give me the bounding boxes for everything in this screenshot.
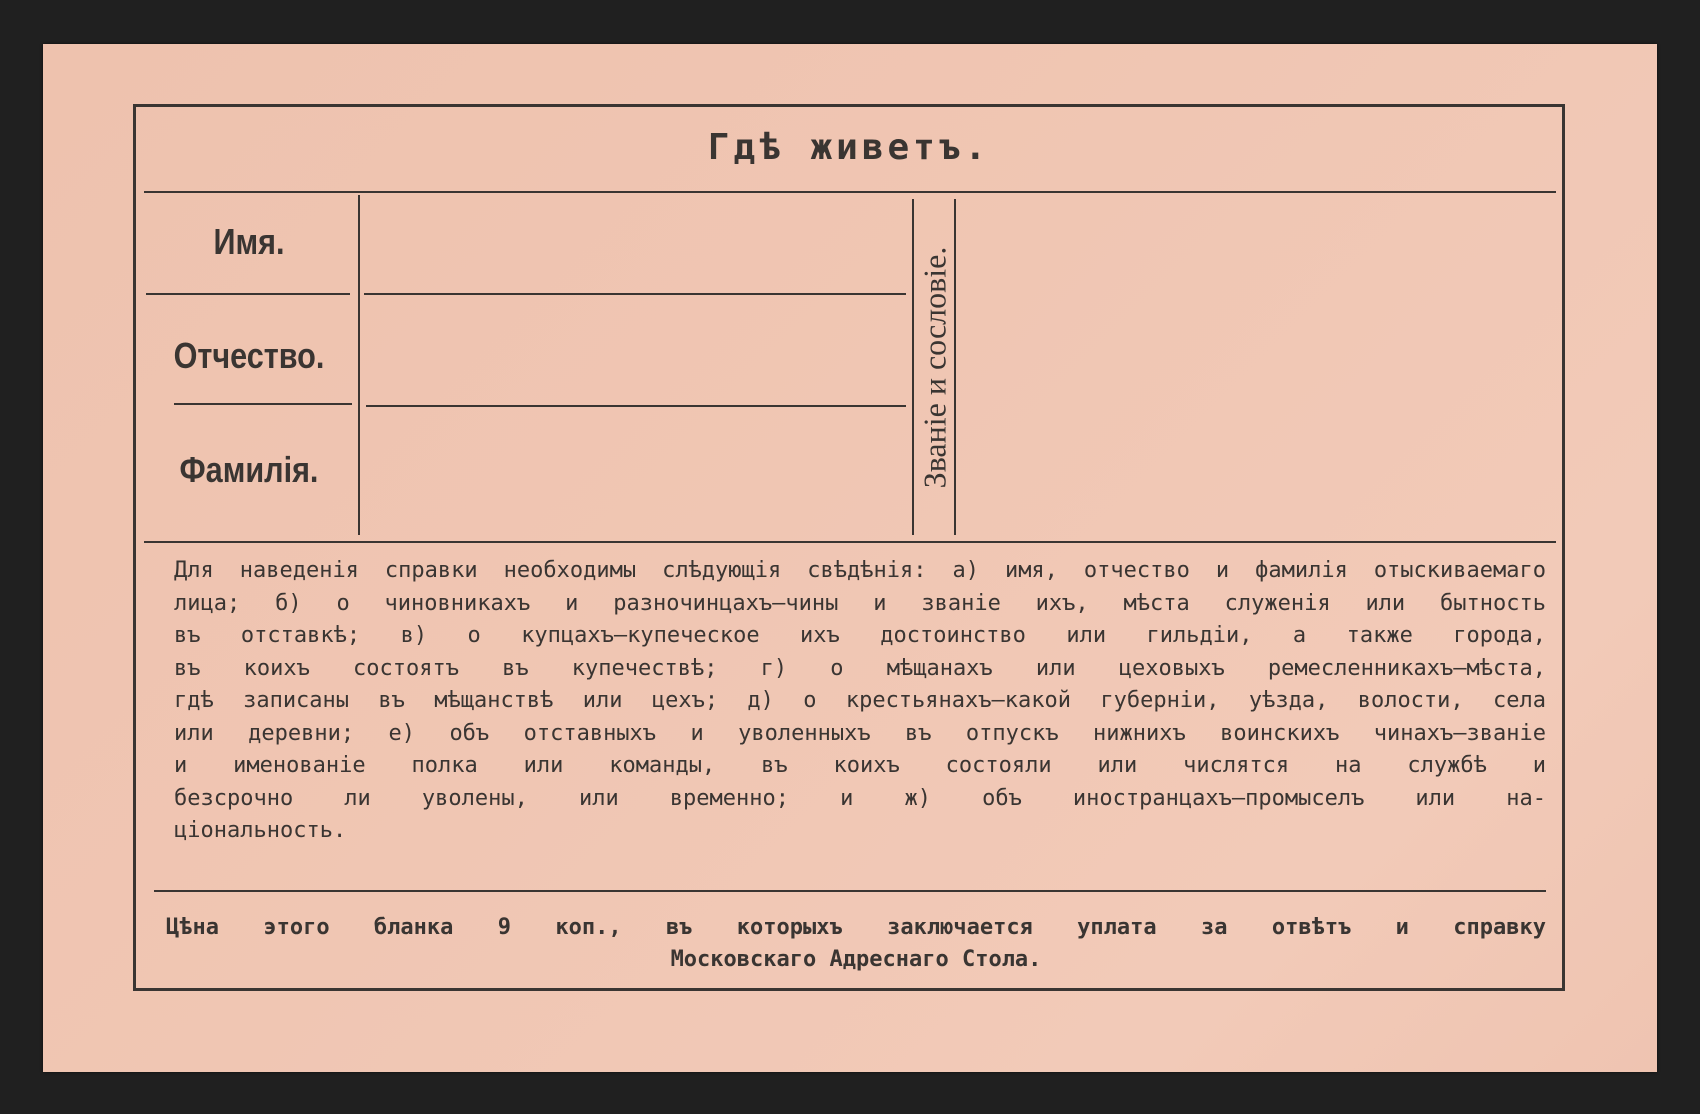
label-column-divider xyxy=(358,195,360,535)
postcard-form xyxy=(43,44,1657,1072)
surname-label: Фамилія. xyxy=(179,449,319,490)
instructions-line: и именованіе полка или команды, въ коихъ состояли или числятся на службѣ и xyxy=(174,753,1546,778)
price-line: Цѣна этого бланка 9 коп., въ которыхъ заключается уплата за отвѣтъ и справку xyxy=(166,915,1546,940)
name-field xyxy=(364,199,906,291)
name-row-divider-left xyxy=(146,293,350,295)
instructions-top-divider xyxy=(144,541,1556,543)
instructions-line: лица; б) о чиновникахъ и разночинцахъ—чины и званіе ихъ, мѣста служенія или бытность xyxy=(174,590,1546,616)
form-frame xyxy=(133,104,1565,991)
instructions-line: въ отставкѣ; в) о купцахъ—купеческое ихъ достоинство или гильдіи, а также города, xyxy=(174,623,1546,648)
patronymic-field xyxy=(364,297,906,403)
rank-field xyxy=(960,199,1556,535)
instructions-line: ціональность. xyxy=(174,818,347,843)
patronymic-label: Отчество. xyxy=(173,335,325,376)
title-divider xyxy=(144,191,1556,193)
instructions-line: въ коихъ состоятъ въ купечествѣ; г) о мѣщанахъ или цеховыхъ ремесленникахъ—мѣста, xyxy=(174,655,1546,681)
surname-field xyxy=(364,407,906,533)
instructions-line: или деревни; е) объ отставныхъ и уволенныхъ въ отпускъ нижнихъ воинскихъ чинахъ—званіе xyxy=(174,720,1546,746)
name-row-divider-right xyxy=(364,293,906,295)
patronymic-row-divider-left xyxy=(174,403,352,405)
instructions-line: Для наведенія справки необходимы слѣдующія свѣдѣнія: а) имя, отчество и фамилія отыскиваемаго xyxy=(174,558,1546,583)
instructions-line: безсрочно ли уволены, или временно; и ж) объ иностранцахъ—промыселъ или на- xyxy=(174,785,1546,811)
form-title: Гдѣ живетъ. xyxy=(707,127,991,168)
price-note xyxy=(166,912,1546,976)
price-top-divider xyxy=(154,890,1546,892)
name-label: Имя. xyxy=(213,221,285,262)
instructions-line: гдѣ записаны въ мѣщанствѣ или цехъ; д) о крестьянахъ—какой губерніи, уѣзда, волости, села xyxy=(174,688,1546,713)
issuer-line: Московскаго Адреснаго Стола. xyxy=(670,947,1042,972)
instructions-text xyxy=(174,555,1546,848)
rank-label-box xyxy=(914,199,956,535)
rank-label: Званіе и сословіе. xyxy=(916,246,953,488)
